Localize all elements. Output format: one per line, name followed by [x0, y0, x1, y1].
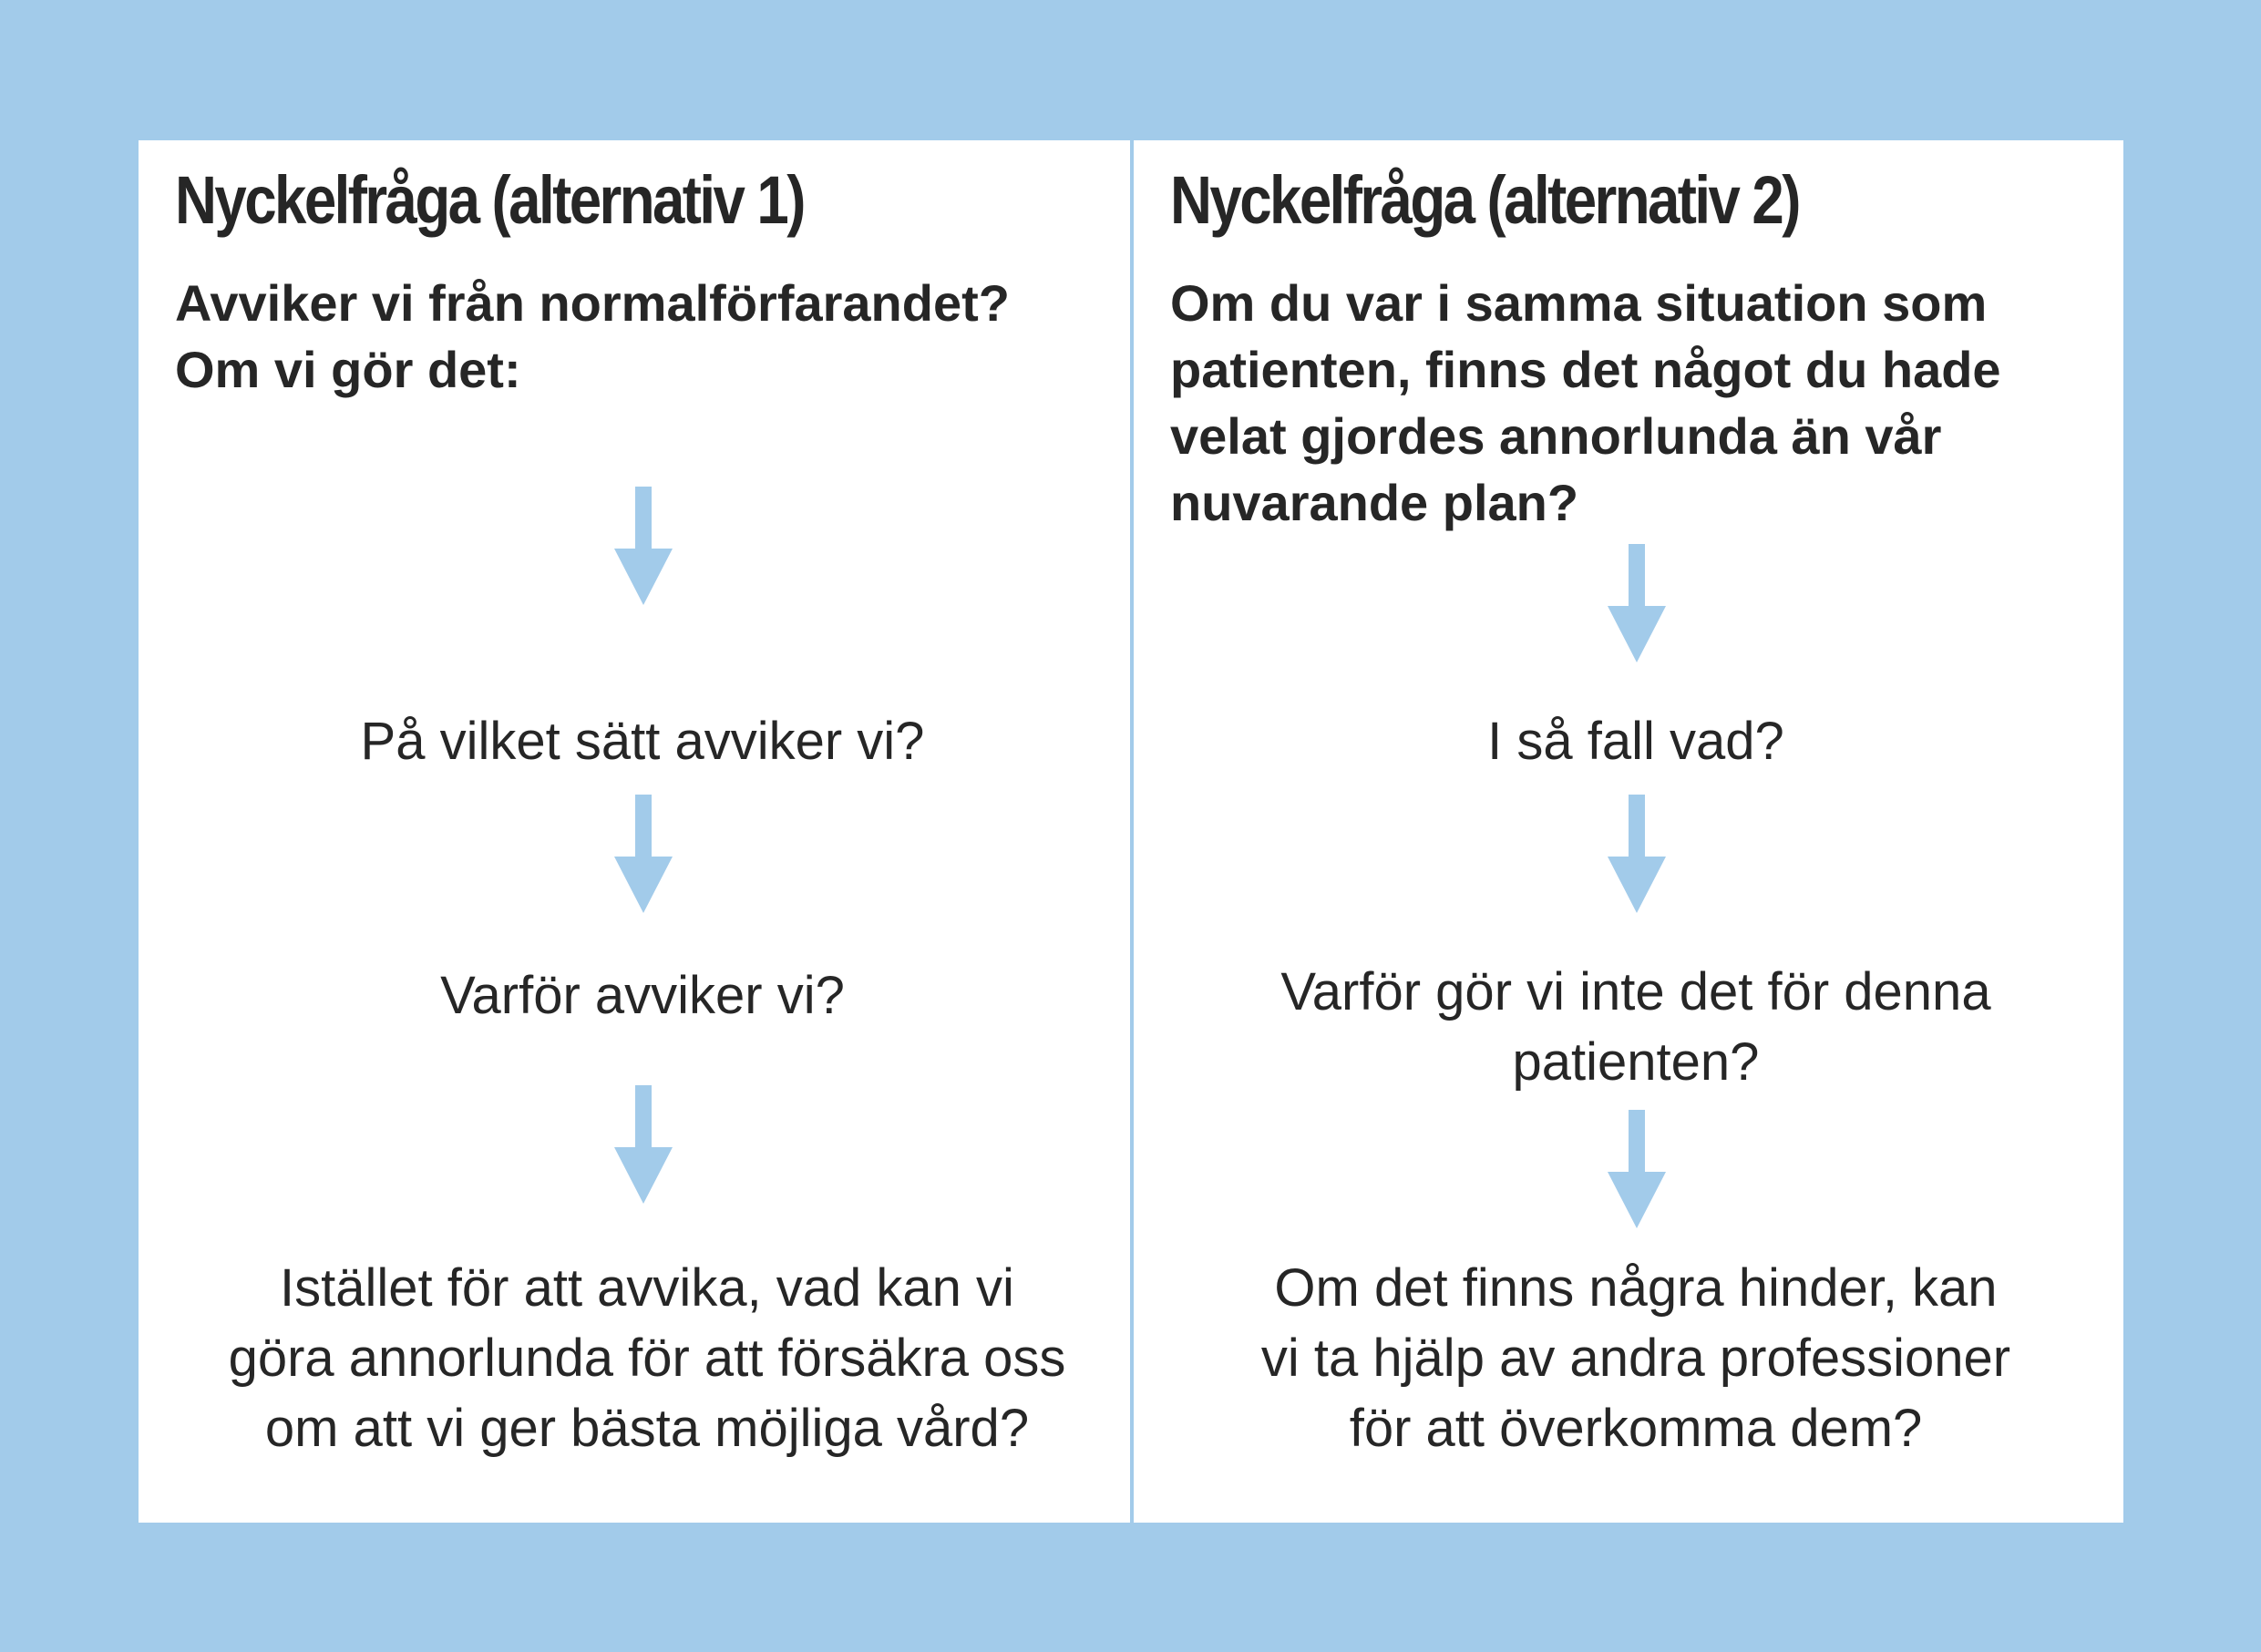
column-1-title: Nyckelfråga (alternativ 1): [175, 162, 804, 238]
arrow-down-icon: [1608, 544, 1666, 662]
arrow-down-icon: [614, 795, 673, 913]
arrow-down-icon: [614, 1085, 673, 1204]
arrow-down-icon: [1608, 795, 1666, 913]
column-1-key-question: Avviker vi från normalförfarandet? Om vi gör det:: [175, 274, 1010, 398]
column-2-step-3: Om det finns några hinder, kan vi ta hjälp av andra professioner för att överkomma dem?: [1260, 1258, 2011, 1458]
column-1-step-3: Istället för att avvika, vad kan vi göra annorlunda för att försäkra oss om att vi ger bästa möjliga vård?: [228, 1258, 1066, 1458]
column-1-step-2: Varför avviker vi?: [440, 966, 845, 1025]
column-2-step-2: Varför gör vi inte det för denna patienten?: [1280, 962, 1991, 1092]
column-1-step-1: På vilket sätt avviker vi?: [360, 712, 925, 771]
arrow-down-icon: [614, 487, 673, 605]
column-2-step-1: I så fall vad?: [1487, 712, 1784, 771]
arrow-down-icon: [1608, 1110, 1666, 1228]
column-2-key-question: Om du var i samma situation som patienten, finns det något du hade velat gjordes annorlunda än vår nuvarande plan?: [1170, 274, 2001, 531]
column-2-title: Nyckelfråga (alternativ 2): [1170, 162, 1799, 238]
